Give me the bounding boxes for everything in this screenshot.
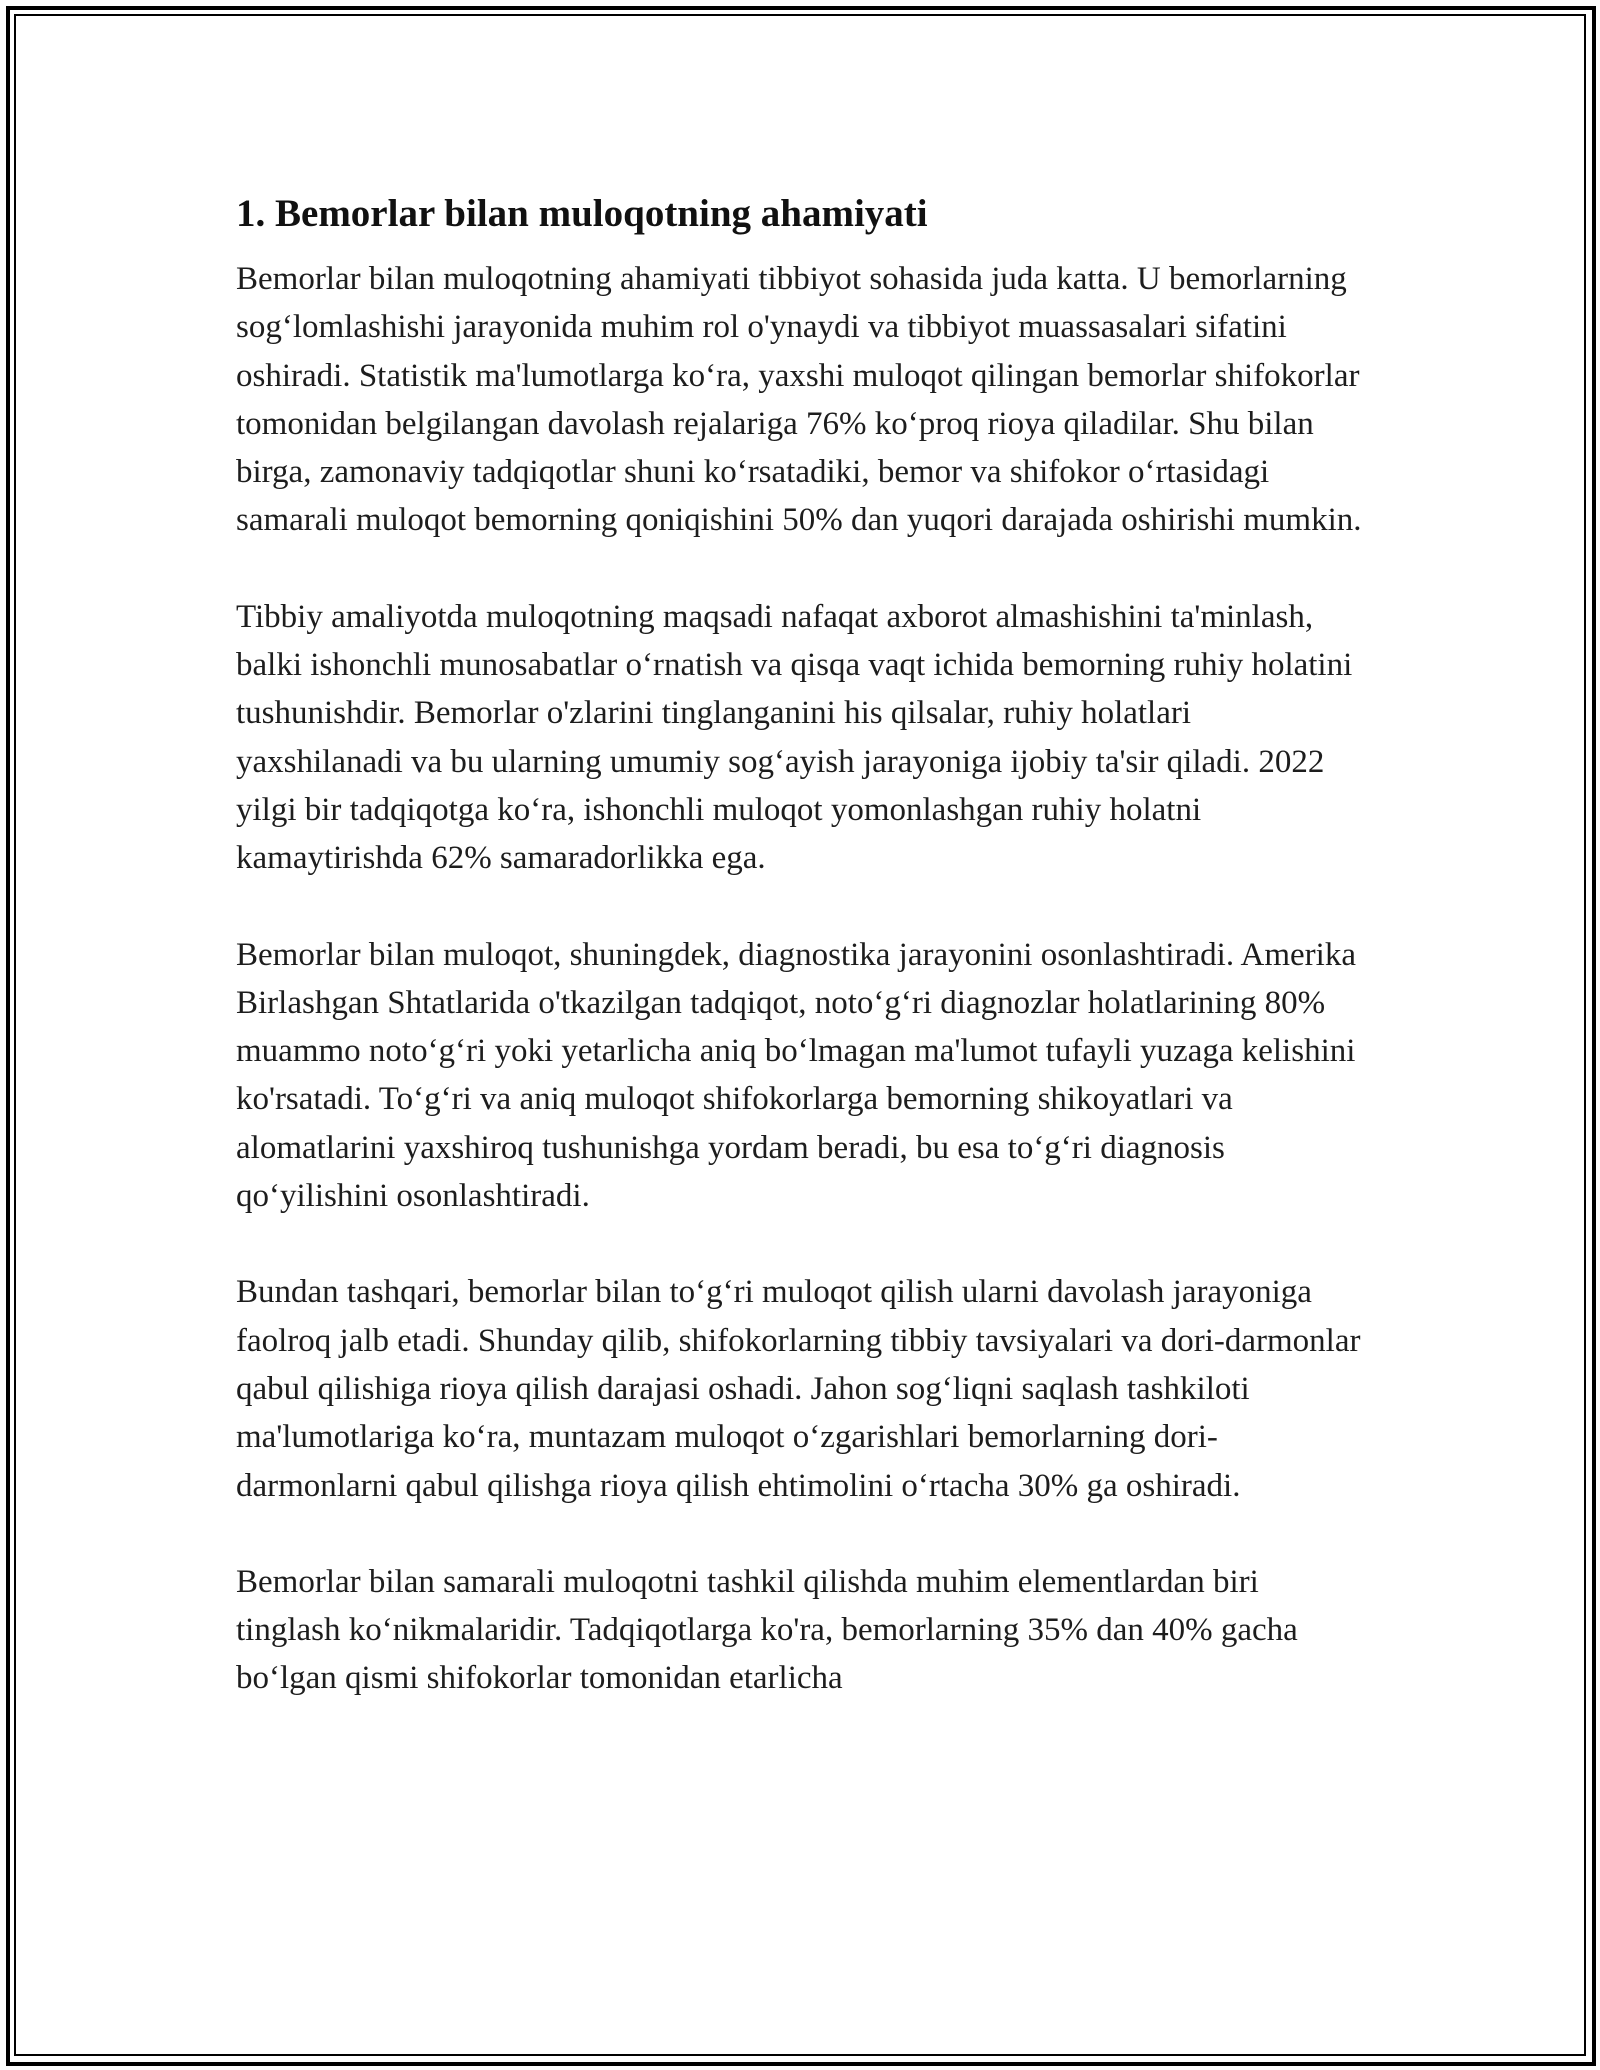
paragraph-4: Bundan tashqari, bemorlar bilan to‘g‘ri muloqot qilish ularni davolash jarayoniga faolroq jalb etadi. Shunday qilib, shifokorlarning tibbiy tavsiyalari va dori-darmonlar qabul qilishiga rioya qilish darajasi oshadi. Jahon sog‘liqni saqlash tashkiloti ma'lumotlariga ko‘ra, muntazam muloqot o‘zgarishlari bemorlarning dori-darmonlarni qabul qilishga rioya qilish ehtimolini o‘rtacha 30% ga oshiradi. xyxy=(236,1274,1361,1504)
paragraph-5: Bemorlar bilan samarali muloqotni tashkil qilishda muhim elementlardan biri tinglash ko‘nikmalaridir. Tadqiqotlarga ko'ra, bemorlarning 35% dan 40% gacha bo‘lgan qismi shifokorlar tomonidan etarlicha xyxy=(236,1563,1298,1697)
paragraph-3: Bemorlar bilan muloqot, shuningdek, diagnostika jarayonini osonlashtiradi. Amerika Birlashgan Shtatlarida o'tkazilgan tadqiqot, noto‘g‘ri diagnozlar holatlarining 80% muammo noto‘g‘ri yoki yetarlicha aniq bo‘lmagan ma'lumot tufayli yuzaga kelishini ko'rsatadi. To‘g‘ri va aniq muloqot shifokorlarga bemorning shikoyatlari va alomatlarini yaxshiroq tushunishga yordam beradi, bu esa to‘g‘ri diagnosis qo‘yilishini osonlashtiradi. xyxy=(236,936,1356,1215)
paragraph-1: Bemorlar bilan muloqotning ahamiyati tibbiyot sohasida juda katta. U bemorlarning sog‘lomlashishi jarayonida muhim rol o'ynaydi va tibbiyot muassasalari sifatini oshiradi. Statistik ma'lumotlarga ko‘ra, yaxshi muloqot qilingan bemorlar shifokorlar tomonidan belgilangan davolash rejalariga 76% ko‘proq rioya qiladilar. Shu bilan birga, zamonaviy tadqiqotlar shuni ko‘rsatadiki, bemor va shifokor o‘rtasidagi samarali muloqot bemorning qoniqishini 50% dan yuqori darajada oshirishi mumkin. xyxy=(236,261,1362,539)
paragraph-2: Tibbiy amaliyotda muloqotning maqsadi nafaqat axborot almashishini ta'minlash, balki ishonchli munosabatlar o‘rnatish va qisqa vaqt ichida bemorning ruhiy holatini tushunishdir. Bemorlar o'zlarini tinglanganini his qilsalar, ruhiy holatlari yaxshilanadi va bu ularning umumiy sog‘ayish jarayoniga ijobiy ta'sir qiladi. 2022 yilgi bir tadqiqotga ko‘ra, ishonchli muloqot yomonlashgan ruhiy holatni kamaytirishda 62% samaradorlikka ega. xyxy=(236,598,1353,877)
document-body xyxy=(236,185,1366,1751)
section-title: 1. Bemorlar bilan muloqotning ahamiyati xyxy=(236,192,928,235)
